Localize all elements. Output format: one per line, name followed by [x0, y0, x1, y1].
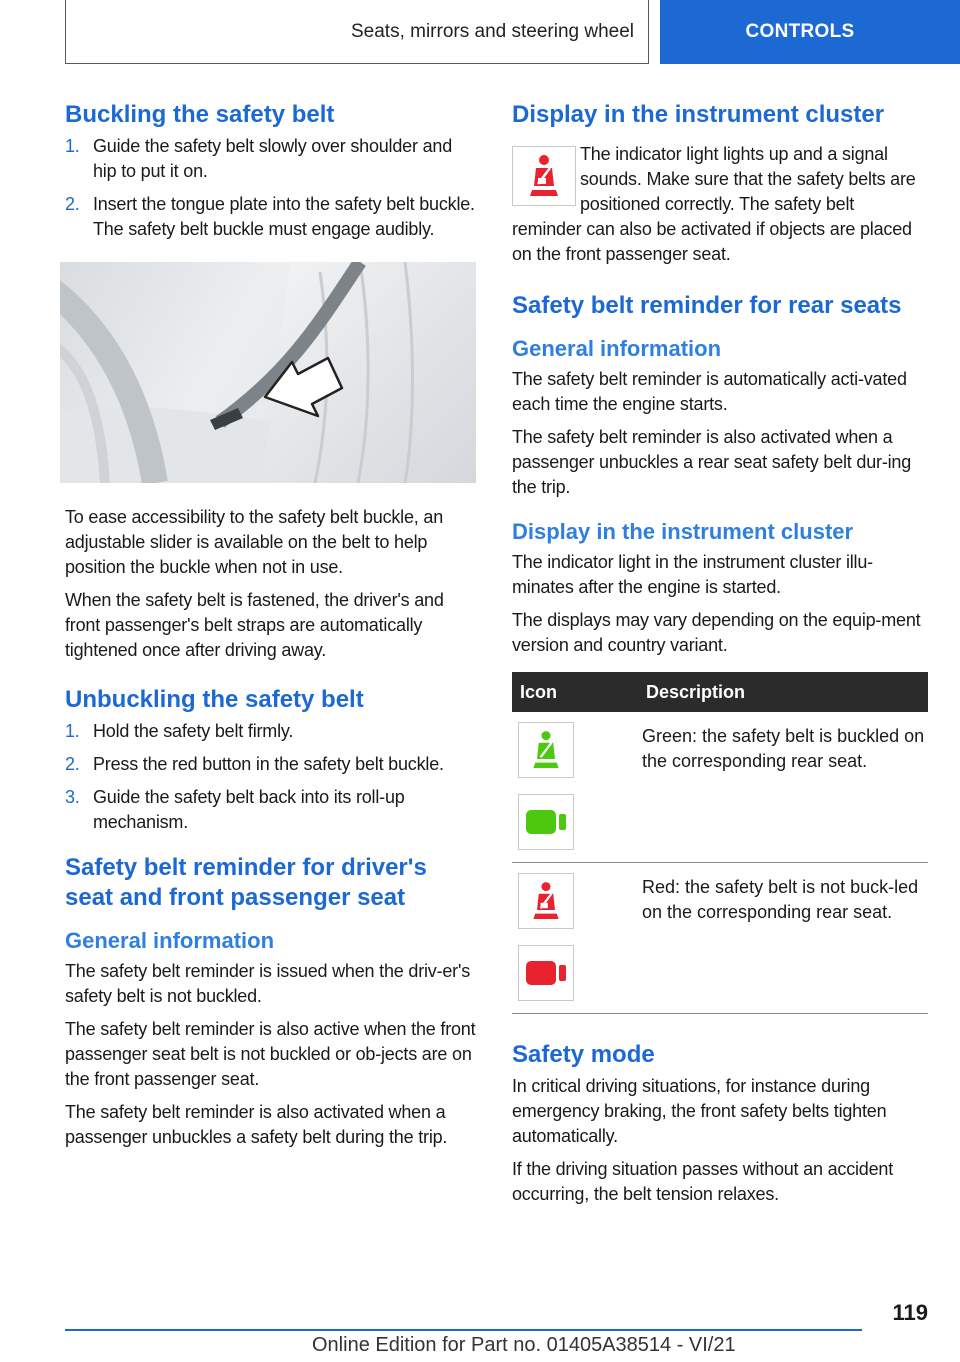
step-text: Press the red button in the safety belt buckle.	[93, 754, 444, 774]
table-icon-cell	[512, 863, 638, 1014]
step-text: Guide the safety belt slowly over shoulder and hip to put it on.	[93, 136, 453, 181]
display-cluster-paragraph: The indicator light lights up and a signal sounds. Make sure that the safety belts are positioned correctly. The safety belt reminder can also be activated if objects are placed on the front passenger seat.	[512, 144, 916, 264]
indicator-table	[512, 672, 928, 1014]
reminder-rear-paragraph-2: The safety belt reminder is also activated when a passenger unbuckles a rear seat safety belt dur‐ing the trip.	[512, 427, 912, 497]
header-chapter-tab	[660, 0, 960, 64]
seatbelt-red-icon	[518, 873, 574, 929]
step-number: 2.	[65, 194, 80, 214]
list-item	[65, 752, 477, 777]
heading-buckling: Buckling the safety belt	[65, 101, 335, 128]
heading-reminder-rear: Safety belt reminder for rear seats	[512, 292, 902, 319]
unbuckling-steps	[65, 719, 477, 835]
safety-mode-paragraph-1: In critical driving situations, for instance during emergency braking, the front safety belts tighten automatically.	[512, 1076, 887, 1146]
table-header-description: Description	[638, 672, 928, 712]
subheading-general-info: General information	[65, 928, 275, 953]
seat-belt-photo	[60, 262, 476, 483]
buckling-paragraph-2: When the safety belt is fastened, the driver's and front passenger's belt straps are automatically tightened once after driving away.	[65, 590, 444, 660]
page-number: 119	[892, 1300, 928, 1325]
table-row	[512, 712, 928, 863]
reminder-rear-paragraph-3: The indicator light in the instrument cluster illu‐minates after the engine is started.	[512, 552, 873, 597]
table-header-icon: Icon	[512, 672, 638, 712]
footer-divider	[65, 1329, 862, 1331]
footer-edition: Online Edition for Part no. 01405A38514 - VI/21	[312, 1334, 736, 1356]
table-header-row	[512, 672, 928, 712]
heading-display-cluster: Display in the instrument cluster	[512, 101, 885, 128]
list-item	[65, 785, 477, 835]
table-desc-cell: Green: the safety belt is buckled on the corresponding rear seat.	[638, 712, 928, 863]
step-number: 1.	[65, 136, 80, 156]
left-column	[65, 100, 477, 1150]
buckling-steps	[65, 134, 477, 242]
seatbelt-buckled-icon	[528, 729, 564, 771]
right-column	[512, 100, 928, 1207]
seat-belt-illustration	[60, 262, 476, 483]
header-chapter-label: CONTROLS	[745, 21, 855, 42]
display-cluster-block	[512, 142, 928, 267]
step-text: Hold the safety belt firmly.	[93, 721, 294, 741]
header-section-title: Seats, mirrors and steering wheel	[350, 20, 634, 42]
table-icon-cell	[512, 712, 638, 863]
safety-mode-paragraph-2: If the driving situation passes without an accident occurring, the belt tension relaxes.	[512, 1159, 894, 1204]
reminder-rear-paragraph-4: The displays may vary depending on the equip‐ment version and country variant.	[512, 610, 921, 655]
heading-reminder-front: Safety belt reminder for driver's seat and front passenger seat	[65, 854, 427, 911]
header-section-box	[65, 0, 649, 64]
step-number: 2.	[65, 754, 80, 774]
heading-safety-mode: Safety mode	[512, 1041, 655, 1068]
step-text: Guide the safety belt back into its roll-up mechanism.	[93, 787, 405, 832]
step-number: 1.	[65, 721, 80, 741]
seat-green-icon	[518, 794, 574, 850]
list-item	[65, 192, 477, 242]
reminder-rear-paragraph-1: The safety belt reminder is automatically acti‐vated each time the engine starts.	[512, 369, 907, 414]
seat-red-icon	[518, 945, 574, 1001]
rear-seat-red-icon	[524, 959, 568, 987]
table-desc-cell: Red: the safety belt is not buck‐led on the corresponding rear seat.	[638, 863, 928, 1014]
seatbelt-unbuckled-icon	[528, 880, 564, 922]
reminder-front-paragraph-2: The safety belt reminder is also active when the front passenger seat belt is not buckled or ob‐jects are on the front passenger seat.	[65, 1019, 476, 1089]
step-text: Insert the tongue plate into the safety belt buckle. The safety belt buckle must engage audibly.	[93, 194, 475, 239]
seatbelt-green-icon	[518, 722, 574, 778]
list-item	[65, 719, 477, 744]
buckling-paragraph-1: To ease accessibility to the safety belt buckle, an adjustable slider is available on the belt to help position the buckle when not in use.	[65, 507, 444, 577]
reminder-front-paragraph-3: The safety belt reminder is also activated when a passenger unbuckles a safety belt during the trip.	[65, 1102, 448, 1147]
seatbelt-warning-icon	[512, 146, 576, 206]
reminder-front-paragraph-1: The safety belt reminder is issued when the driv‐er's safety belt is not buckled.	[65, 961, 471, 1006]
list-item	[65, 134, 477, 184]
subheading-general-info-rear: General information	[512, 336, 722, 361]
seatbelt-warning-icon-red	[524, 154, 564, 198]
table-row	[512, 863, 928, 1014]
subheading-display-cluster-rear: Display in the instrument cluster	[512, 519, 854, 544]
rear-seat-green-icon	[524, 808, 568, 836]
heading-unbuckling: Unbuckling the safety belt	[65, 686, 364, 713]
step-number: 3.	[65, 787, 80, 807]
